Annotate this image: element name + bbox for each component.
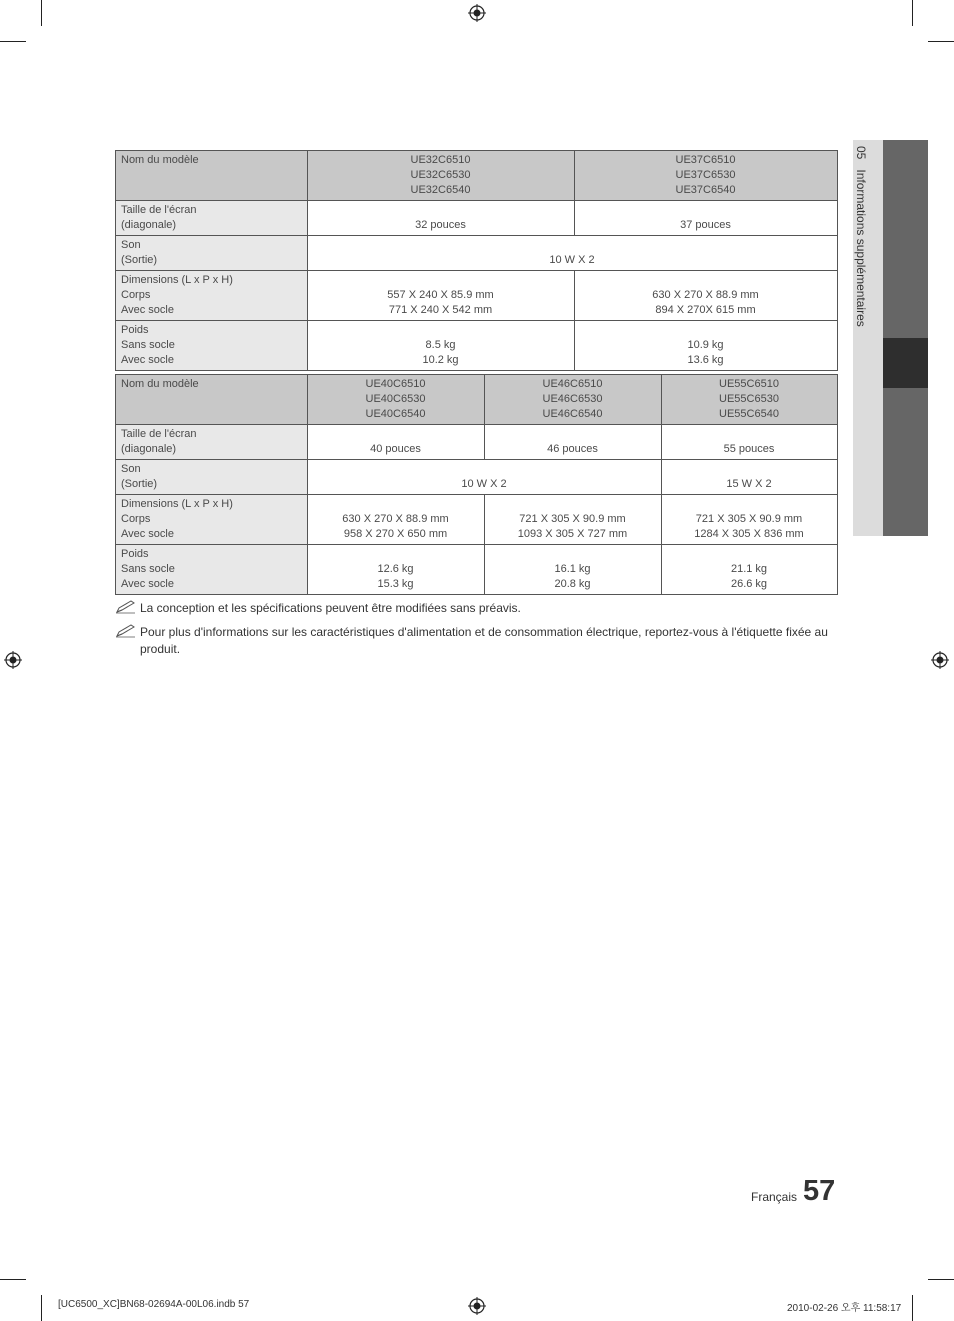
value-cell: 37 pouces [575,201,838,236]
value-cell: 55 pouces [662,425,838,460]
row-label: Taille de l'écran (diagonale) [116,425,308,460]
value-cell: 12.6 kg 15.3 kg [308,545,485,595]
crop-mark [0,1279,26,1280]
value-cell: 557 X 240 X 85.9 mm 771 X 240 X 542 mm [308,271,575,321]
crop-mark [41,1295,42,1321]
model-cell: UE37C6510 UE37C6530 UE37C6540 [575,151,838,201]
crop-mark [41,0,42,26]
value-cell: 40 pouces [308,425,485,460]
slug-filename: [UC6500_XC]BN68-02694A-00L06.indb 57 [58,1299,250,1310]
table-row [116,321,838,371]
row-label: Nom du modèle [116,375,308,425]
table-row [116,151,838,201]
chapter-name: Informations supplémentaires [854,169,868,327]
crop-mark [928,1279,954,1280]
note-text: La conception et les spécifications peuvent être modifiées sans préavis. [140,601,521,615]
spec-table-2 [115,374,838,595]
value-cell: 721 X 305 X 90.9 mm 1284 X 305 X 836 mm [662,495,838,545]
registration-mark-icon [931,651,949,669]
table-row [116,460,838,495]
row-label: Poids Sans socle Avec socle [116,545,308,595]
note-text: Pour plus d'informations sur les caractéristiques d'alimentation et de consommation électrique, reportez-vous à l'étiquette fixée au produit. [140,625,828,656]
row-label: Nom du modèle [116,151,308,201]
table-row [116,495,838,545]
value-cell: 10.9 kg 13.6 kg [575,321,838,371]
table-row [116,375,838,425]
value-cell: 32 pouces [308,201,575,236]
crop-mark [912,0,913,26]
model-cell: UE46C6510 UE46C6530 UE46C6540 [485,375,662,425]
row-label: Dimensions (L x P x H) Corps Avec socle [116,495,308,545]
table-row [116,271,838,321]
table-row [116,201,838,236]
model-cell: UE55C6510 UE55C6530 UE55C6540 [662,375,838,425]
value-cell: 15 W X 2 [662,460,838,495]
note-1 [115,600,835,617]
row-label: Poids Sans socle Avec socle [116,321,308,371]
pencil-note-icon [115,624,137,638]
crop-mark [928,41,954,42]
chapter-title [854,146,868,366]
spec-table-1 [115,150,838,371]
crop-mark [912,1295,913,1321]
chapter-tab-marker [883,338,928,388]
value-cell: 10 W X 2 [308,236,838,271]
value-cell: 46 pouces [485,425,662,460]
crop-mark [0,41,26,42]
row-label: Taille de l'écran (diagonale) [116,201,308,236]
footer-language: Français [751,1190,798,1204]
page-number: 57 [803,1175,836,1207]
row-label: Son (Sortie) [116,460,308,495]
row-label: Dimensions (L x P x H) Corps Avec socle [116,271,308,321]
value-cell: 8.5 kg 10.2 kg [308,321,575,371]
value-cell: 630 X 270 X 88.9 mm 958 X 270 X 650 mm [308,495,485,545]
registration-mark-icon [4,651,22,669]
table-row [116,236,838,271]
slug-timestamp: 2010-02-26 오후 11:58:17 [787,1303,902,1314]
model-cell: UE32C6510 UE32C6530 UE32C6540 [308,151,575,201]
value-cell: 21.1 kg 26.6 kg [662,545,838,595]
value-cell: 630 X 270 X 88.9 mm 894 X 270X 615 mm [575,271,838,321]
chapter-number: 05 [854,146,868,160]
note-2 [115,624,835,658]
value-cell: 16.1 kg 20.8 kg [485,545,662,595]
value-cell: 721 X 305 X 90.9 mm 1093 X 305 X 727 mm [485,495,662,545]
table-row [116,425,838,460]
value-cell: 10 W X 2 [308,460,662,495]
pencil-note-icon [115,600,137,614]
table-row [116,545,838,595]
registration-mark-icon [468,4,486,22]
registration-mark-icon [468,1297,486,1315]
row-label: Son (Sortie) [116,236,308,271]
model-cell: UE40C6510 UE40C6530 UE40C6540 [308,375,485,425]
